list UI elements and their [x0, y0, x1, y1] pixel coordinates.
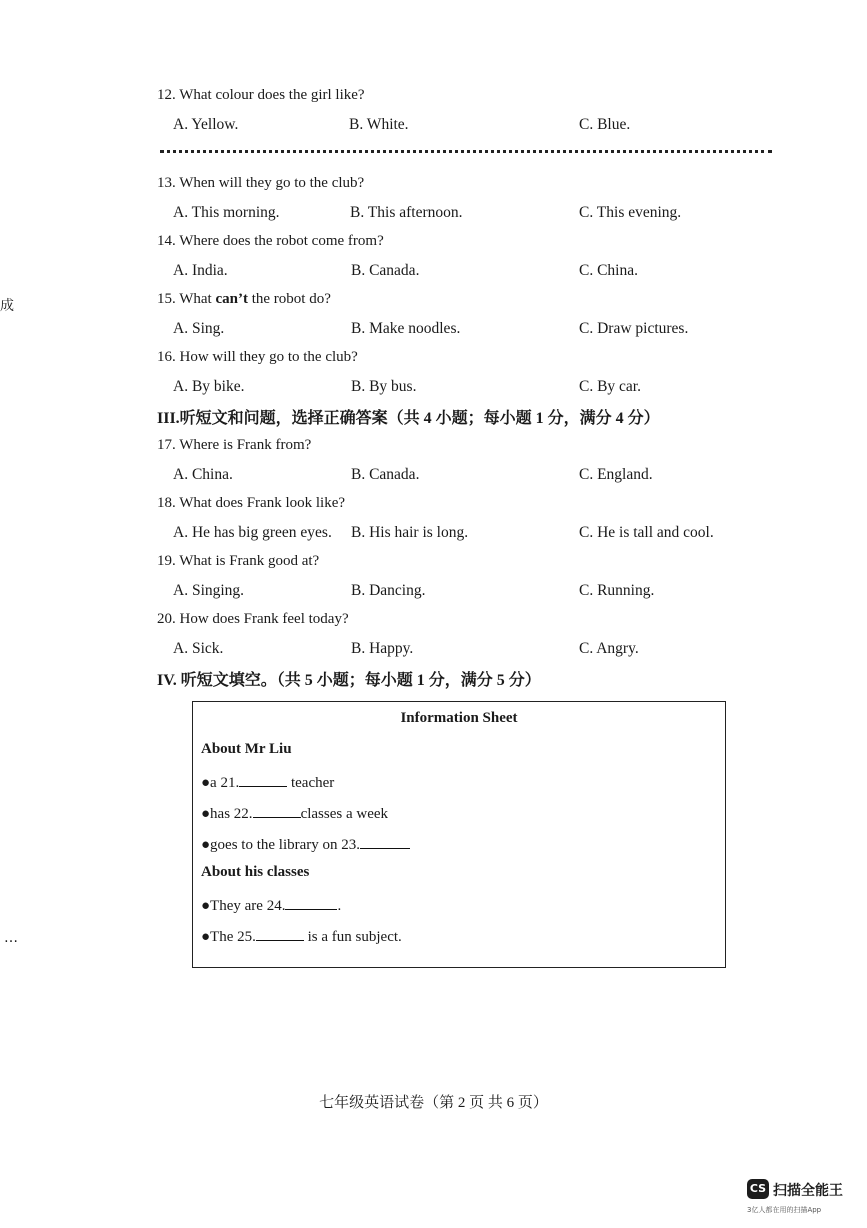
q19-option-a: A. Singing.	[173, 582, 245, 599]
q17-option-a: A. China.	[173, 466, 233, 483]
sheet-item-21	[201, 772, 334, 792]
item-21-post: teacher	[287, 775, 335, 791]
item-22-post: classes a week	[300, 806, 389, 822]
item-21-pre: ●a 21.	[201, 775, 240, 791]
item-25-post: is a fun subject.	[303, 929, 402, 945]
sheet-item-24	[201, 895, 341, 915]
watermark-tagline: 3亿人都在用的扫描App	[747, 1206, 822, 1214]
dotted-divider	[160, 150, 772, 153]
q14-option-c: C. China.	[579, 262, 638, 279]
q20-option-a: A. Sick.	[173, 640, 224, 657]
q12-option-b: B. White.	[349, 116, 409, 133]
camscanner-logo-icon: CS	[747, 1179, 769, 1199]
q18-option-a: A. He has big green eyes.	[173, 524, 332, 541]
scanner-watermark	[747, 1179, 855, 1223]
blank-25[interactable]	[256, 926, 304, 941]
q18-option-c: C. He is tall and cool.	[579, 524, 714, 541]
q14-option-a: A. India.	[173, 262, 228, 279]
q15-option-b: B. Make noodles.	[351, 320, 461, 337]
item-22-pre: ●has 22.	[201, 806, 253, 822]
margin-ellipsis: …	[4, 930, 18, 946]
q17-option-c: C. England.	[579, 466, 653, 483]
q13-option-b: B. This afternoon.	[350, 204, 463, 221]
q12-option-c: C. Blue.	[579, 116, 631, 133]
q20-option-b: B. Happy.	[351, 640, 414, 657]
question-12: 12. What colour does the girl like?	[157, 87, 365, 103]
q15-text-pre: 15. What	[157, 291, 216, 307]
q18-option-b: B. His hair is long.	[351, 524, 469, 541]
section-4-heading: IV. 听短文填空。（共 5 小题；每小题 1 分，满分 5 分）	[157, 672, 541, 689]
sheet-heading-about-classes: About his classes	[201, 864, 310, 880]
question-13: 13. When will they go to the club?	[157, 175, 365, 191]
q19-option-c: C. Running.	[579, 582, 655, 599]
q16-option-a: A. By bike.	[173, 378, 245, 395]
q12-option-a: A. Yellow.	[173, 116, 239, 133]
q13-option-a: A. This morning.	[173, 204, 280, 221]
page-footer: 七年级英语试卷（第 2 页 共 6 页）	[319, 1095, 548, 1111]
q13-option-c: C. This evening.	[579, 204, 682, 221]
question-17: 17. Where is Frank from?	[157, 437, 312, 453]
q16-option-c: C. By car.	[579, 378, 641, 395]
blank-21[interactable]	[239, 772, 287, 787]
item-24-post: .	[337, 898, 342, 914]
q17-option-b: B. Canada.	[351, 466, 420, 483]
q15-option-c: C. Draw pictures.	[579, 320, 689, 337]
question-15	[157, 291, 331, 308]
question-18: 18. What does Frank look like?	[157, 495, 346, 511]
margin-character: 成	[0, 298, 14, 314]
information-sheet	[192, 701, 726, 968]
blank-24[interactable]	[285, 895, 337, 910]
section-3-heading: III.听短文和问题，选择正确答案（共 4 小题；每小题 1 分，满分 4 分）	[157, 410, 660, 427]
question-20: 20. How does Frank feel today?	[157, 611, 349, 627]
q15-option-a: A. Sing.	[173, 320, 225, 337]
blank-23[interactable]	[360, 834, 410, 849]
item-23-pre: ●goes to the library on 23.	[201, 837, 361, 853]
sheet-item-25	[201, 926, 402, 946]
q15-text-bold: can’t	[215, 291, 248, 307]
question-16: 16. How will they go to the club?	[157, 349, 358, 365]
blank-22[interactable]	[253, 803, 301, 818]
watermark-app-name: 扫描全能王	[773, 1183, 843, 1199]
sheet-item-23	[201, 834, 410, 854]
sheet-title: Information Sheet	[400, 710, 518, 726]
sheet-item-22	[201, 803, 388, 823]
sheet-heading-about-mr-liu: About Mr Liu	[201, 741, 292, 757]
q19-option-b: B. Dancing.	[351, 582, 426, 599]
item-24-pre: ●They are 24.	[201, 898, 286, 914]
item-25-pre: ●The 25.	[201, 929, 256, 945]
question-19: 19. What is Frank good at?	[157, 553, 320, 569]
q20-option-c: C. Angry.	[579, 640, 639, 657]
q14-option-b: B. Canada.	[351, 262, 420, 279]
q16-option-b: B. By bus.	[351, 378, 417, 395]
question-14: 14. Where does the robot come from?	[157, 233, 384, 249]
q15-text-post: the robot do?	[247, 291, 331, 307]
